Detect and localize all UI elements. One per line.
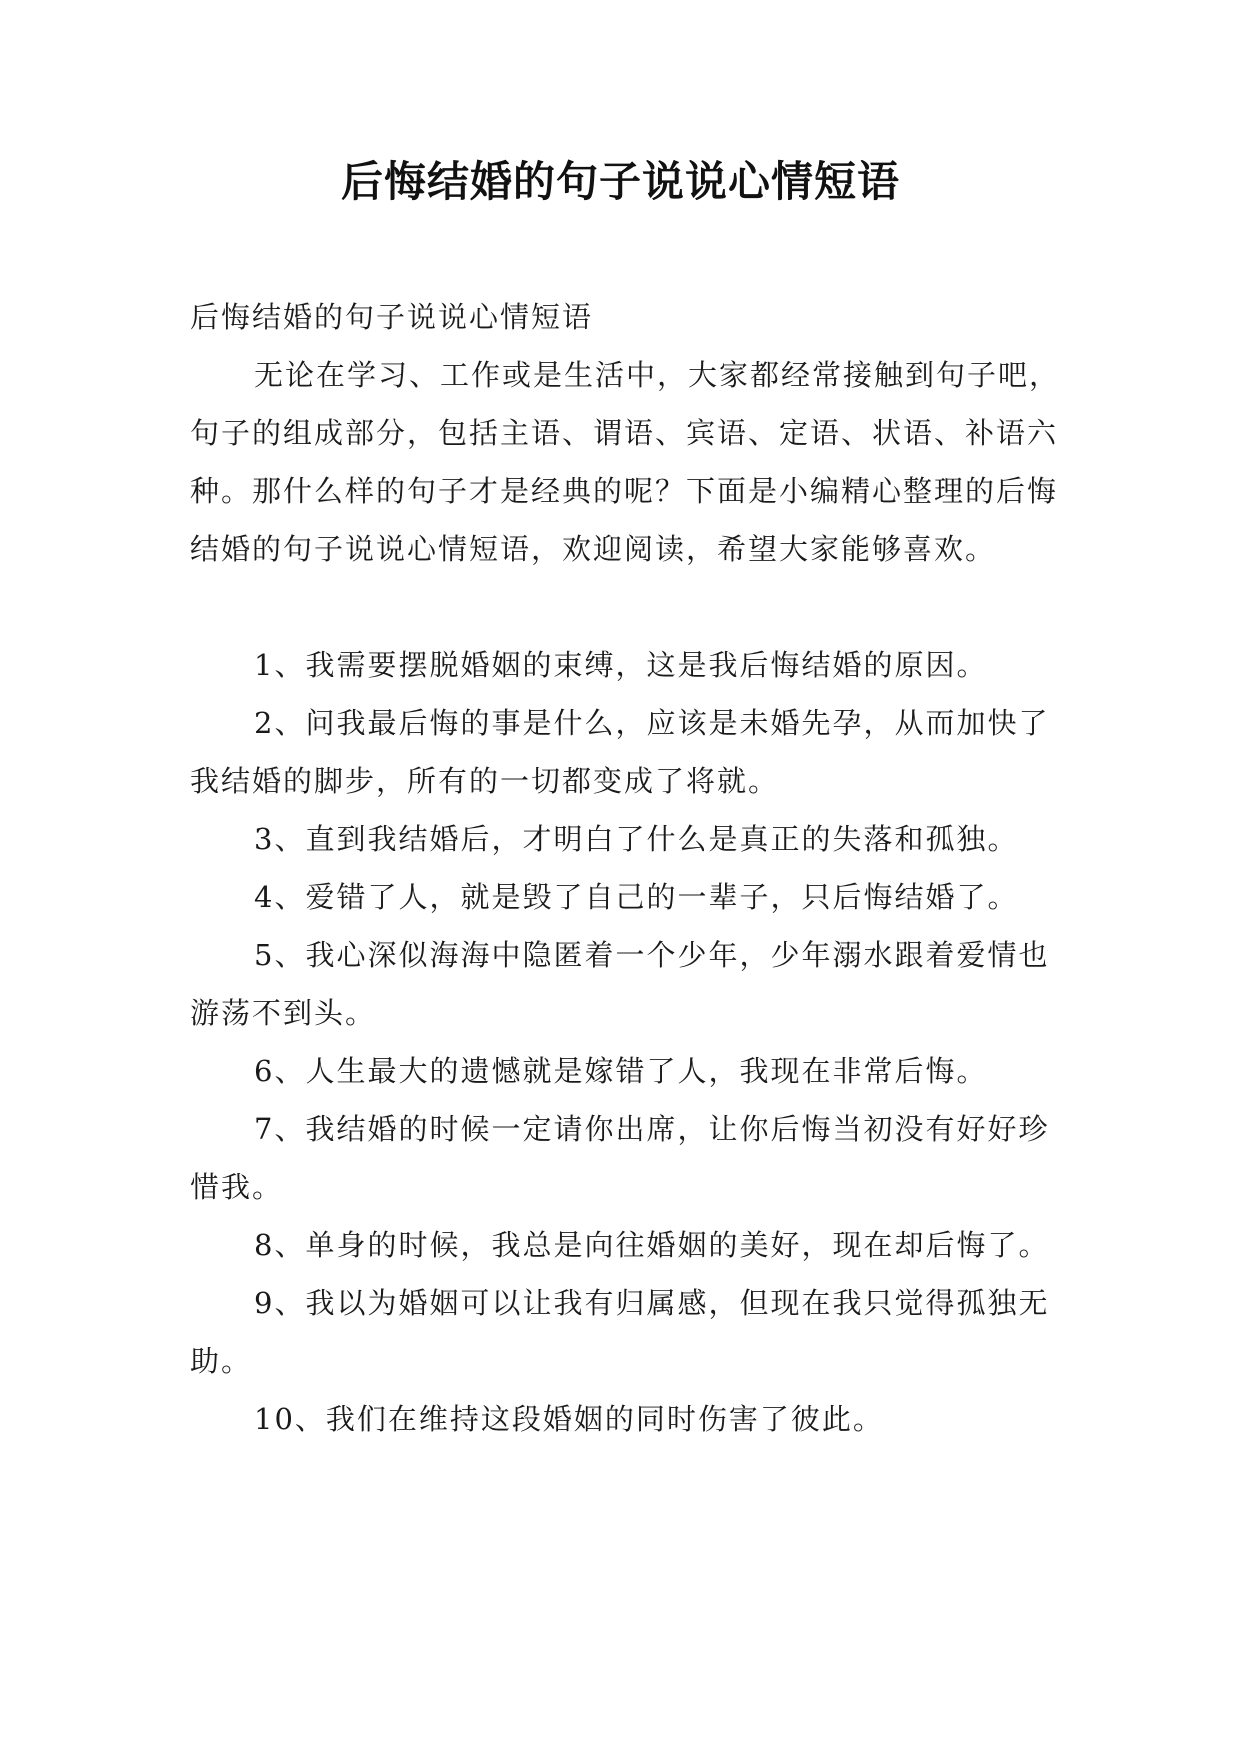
document-subtitle: 后悔结婚的句子说说心情短语 <box>190 300 594 334</box>
list-item: 8、单身的时候，我总是向往婚姻的美好，现在却后悔了。 <box>254 1228 1050 1262</box>
list-item: 10、我们在维持这段婚姻的同时伤害了彼此。 <box>254 1402 884 1436</box>
list-item: 1、我需要摆脱婚姻的束缚，这是我后悔结婚的原因。 <box>254 648 988 682</box>
document-body <box>190 288 1070 1448</box>
list-item: 4、爱错了人，就是毁了自己的一辈子，只后悔结婚了。 <box>254 880 1019 914</box>
list-item: 3、直到我结婚后，才明白了什么是真正的失落和孤独。 <box>254 822 1019 856</box>
document-title: 后悔结婚的句子说说心情短语 <box>340 157 900 206</box>
paragraph-spacer <box>190 578 1070 636</box>
list-item: 9、我以为婚姻可以让我有归属感，但现在我只觉得孤独无助。 <box>190 1286 1050 1378</box>
list-item: 7、我结婚的时候一定请你出席，让你后悔当初没有好好珍惜我。 <box>190 1112 1050 1204</box>
intro-paragraph: 无论在学习、工作或是生活中，大家都经常接触到句子吧，句子的组成部分，包括主语、谓语、宾语、定语、状语、补语六种。那什么样的句子才是经典的呢？下面是小编精心整理的后悔结婚的句子说说心情短语，欢迎阅读，希望大家能够喜欢。 <box>190 358 1061 566</box>
list-item: 2、问我最后悔的事是什么，应该是未婚先孕，从而加快了我结婚的脚步，所有的一切都变成了将就。 <box>190 706 1050 798</box>
list-item: 6、人生最大的遗憾就是嫁错了人，我现在非常后悔。 <box>254 1054 988 1088</box>
list-item: 5、我心深似海海中隐匿着一个少年，少年溺水跟着爱情也游荡不到头。 <box>190 938 1050 1030</box>
